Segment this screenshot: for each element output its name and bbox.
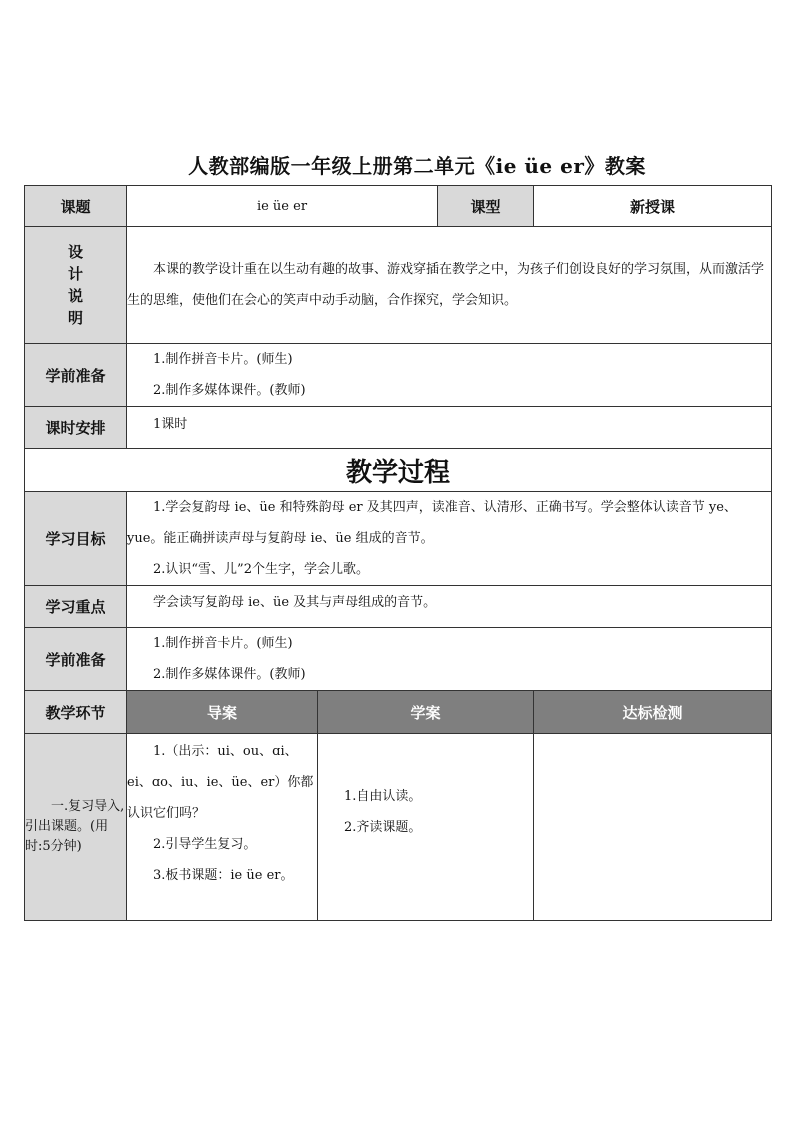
row-goals [25,492,772,586]
study-item: 1.自由认读。 [344,789,422,804]
topic-label: 课题 [25,186,127,227]
document-title: 人教部编版一年级上册第二单元《ie üe er》教案 [188,154,646,178]
key-cell [127,586,772,628]
guide-item: 1.（出示：ui、ou、ɑi、ei、ɑo、iu、ie、üe、er）你都认识它们吗？ [127,744,314,821]
guide-item: 3.板书课题：ie üe er。 [153,868,294,883]
row-key-points [25,586,772,628]
guide-header: 导案 [127,691,318,734]
lesson-type-label: 课型 [438,186,534,227]
design-text: 本课的教学设计重在以生动有趣的故事、游戏穿插在教学之中，为孩子们创设良好的学习氛围，从而激活学生的思维，使他们在会心的笑声中动手动脑，合作探究，学会知识。 [127,262,765,308]
study-header: 学案 [318,691,534,734]
row-section-title [25,449,772,492]
prep-label: 学前准备 [25,344,127,407]
steps-label: 教学环节 [25,691,127,734]
key-label: 学习重点 [25,586,127,628]
guide-item: 2.引导学生复习。 [153,837,257,852]
prep-item: 2.制作多媒体课件。(教师) [153,383,306,398]
row-topic [25,186,772,227]
step1-check [534,734,772,921]
prep-items [127,344,772,407]
design-label-char: 设 [67,243,83,261]
row-prep-2 [25,628,772,691]
goals-line-1: 1.学会复韵母 ie、üe 和特殊韵母 er 及其四声，读准音、认清形、正确书写。学会整体认读音节 ye、yue。能正确拼读声母与复韵母 ie、üe 组成的音节。 [127,500,737,546]
step1-study [318,734,534,921]
prep2-items [127,628,772,691]
step1-guide [127,734,318,921]
design-label-char: 明 [67,309,83,327]
prep2-item: 2.制作多媒体课件。(教师) [153,667,306,682]
row-columns-header [25,691,772,734]
time-value: 1课时 [153,417,188,432]
prep2-label: 学前准备 [25,628,127,691]
study-item: 2.齐读课题。 [344,820,422,835]
goals-label: 学习目标 [25,492,127,586]
design-label-char: 计 [67,265,83,283]
prep2-item: 1.制作拼音卡片。(师生) [153,636,293,651]
row-design [25,227,772,344]
step1-label: 一.复习导入,引出课题。(用时:5分钟) [25,799,125,854]
goals-cell [127,492,772,586]
goals-line-2: 2.认识“雪、儿”2个生字，学会儿歌。 [153,562,369,577]
step1-label-cell [25,734,127,921]
lesson-plan-table [24,185,772,921]
section-title: 教学过程 [25,449,772,492]
lesson-type-value: 新授课 [534,186,772,227]
row-prep-1 [25,344,772,407]
time-label: 课时安排 [25,407,127,449]
topic-value: ie üe er [127,186,438,227]
row-step-1 [25,734,772,921]
design-text-cell [127,227,772,344]
row-time [25,407,772,449]
key-value: 学会读写复韵母 ie、üe 及其与声母组成的音节。 [153,595,437,610]
design-label [25,227,127,344]
time-value-cell [127,407,772,449]
check-header: 达标检测 [534,691,772,734]
prep-item: 1.制作拼音卡片。(师生) [153,352,293,367]
design-label-char: 说 [67,287,83,305]
